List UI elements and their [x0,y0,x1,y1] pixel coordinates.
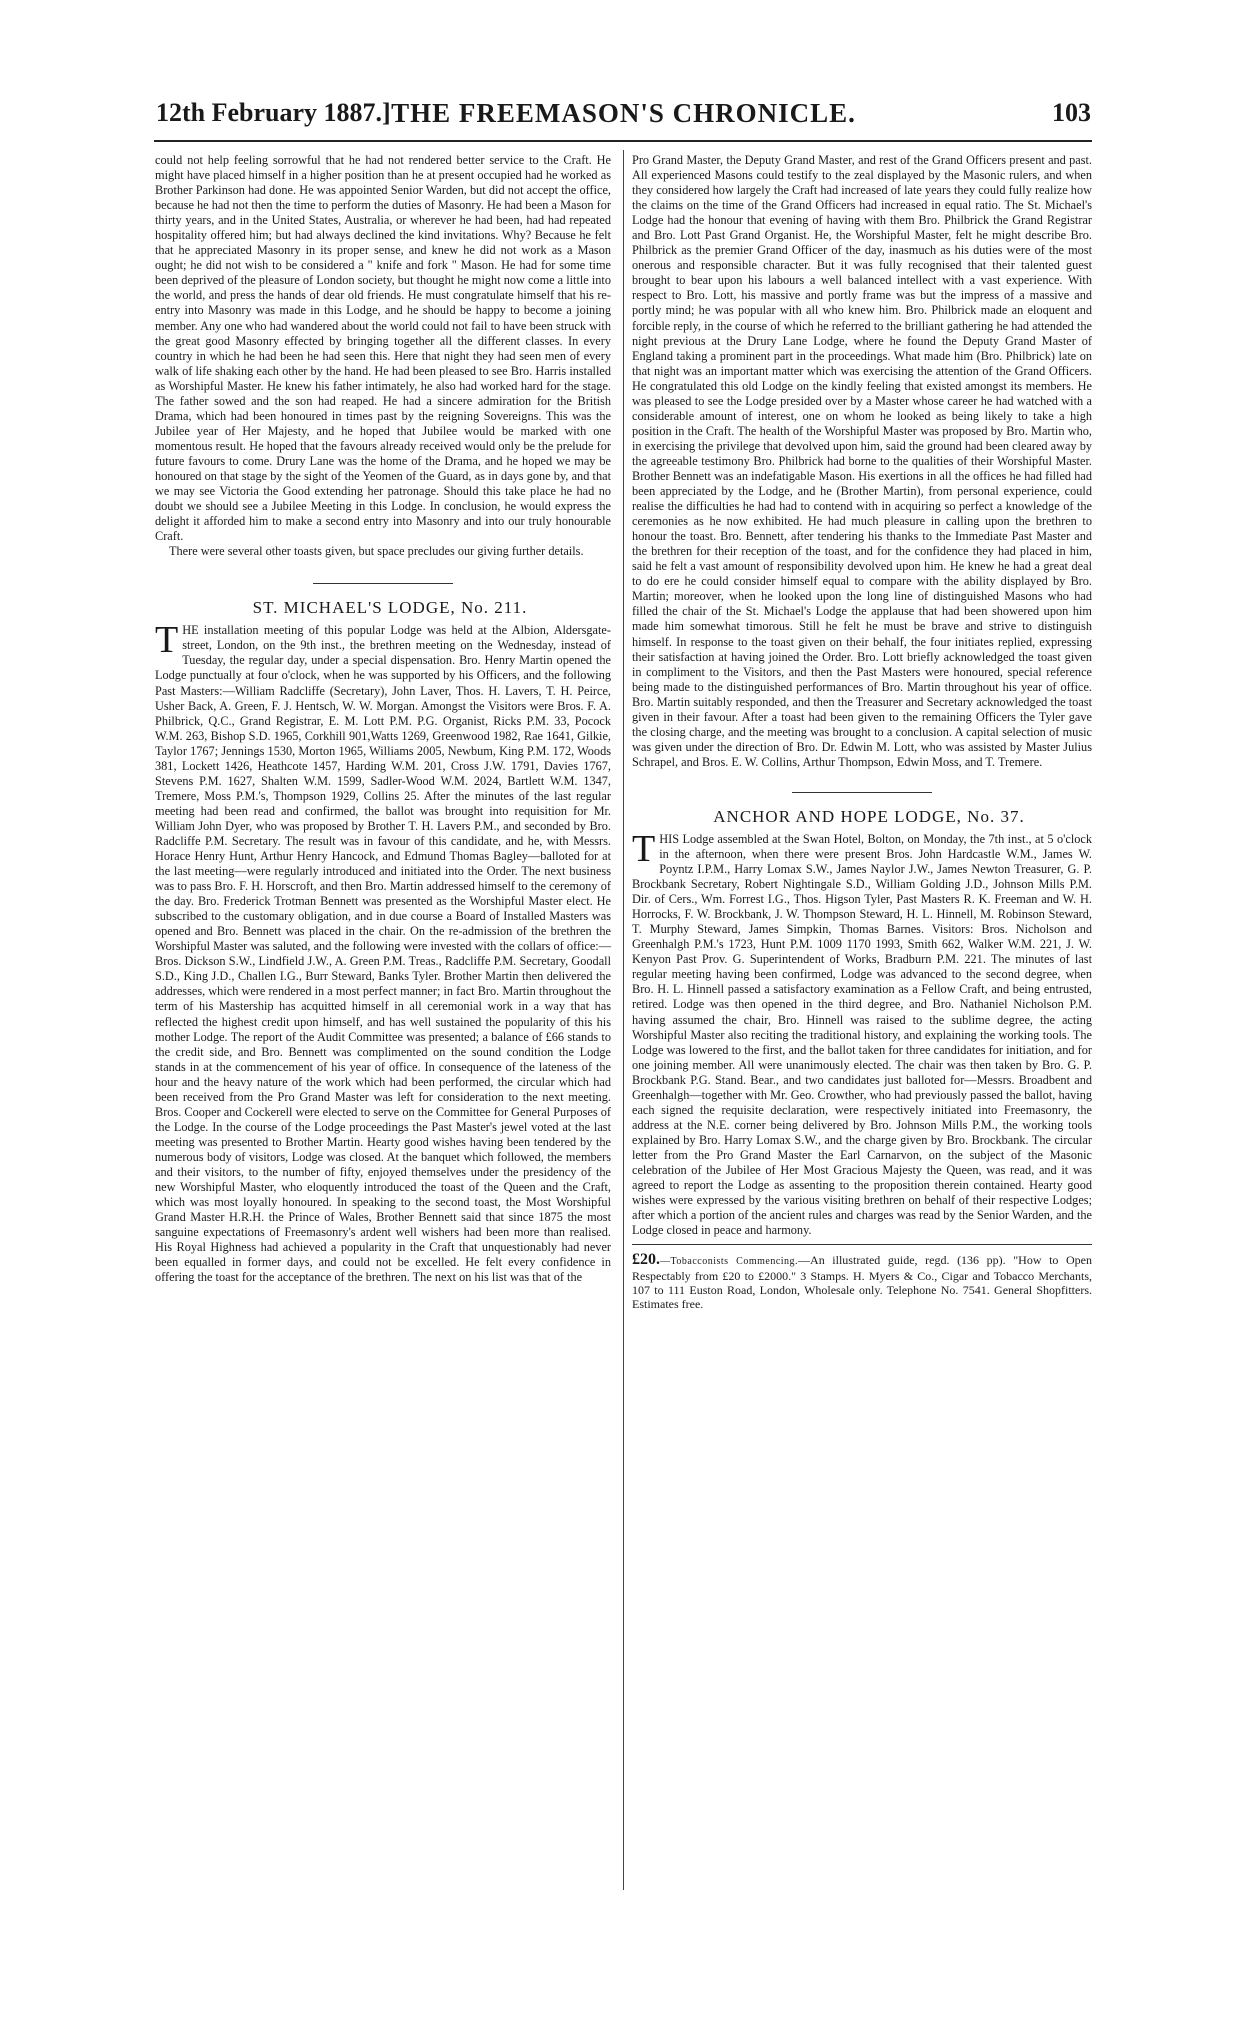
ad-price: £20. [632,1251,660,1269]
drop-cap: T [155,619,179,662]
publication-title: THE FREEMASON'S CHRONICLE. [391,98,856,128]
header-rule [154,140,1092,142]
st-michaels-lodge-heading: ST. MICHAEL'S LODGE, No. 211. [252,598,528,618]
column-divider [623,150,624,1890]
anchor-and-hope-lodge-body: HIS Lodge assembled at the Swan Hotel, Bolton, on Monday, the 7th inst., at 5 o'clock in the afternoon, when there were present Bros. John Hardcastle W.M., James W. Poyntz I.P.M., Harry Lomax S.W., James Naylor J.W., James Newton Treasurer, G. P. Brockbank Secretary, Robert Nightingale S.D., William Golding J.D., Johnson Mills P.M. Dir. of Cers., Wm. Forrest I.G., Thos. Higson Tyler, Past Masters R. K. Freeman and W. H. Horrocks, F. W. Brockbank, J. W. Thompson Steward, H. L. Hinnell, M. Robinson Steward, T. Murphy Steward, James Simpkin, Thomas Barnes. Visitors: Bros. Nicholson and Greenhalgh P.M.'s 1723, Hunt P.M. 1009 1170 1993, Smith 662, Walker W.M. 221, J. W. Kenyon Past Prov. G. Superintendent of Works, Bradburn P.M. 221. The minutes of last regular meeting having been confirmed, Lodge was advanced to the second degree, when Bro. H. L. Hinnell passed a satisfactory examination as a Fellow Craft, and being entrusted, retired. Lodge was then opened in the third degree, and Bro. Nathaniel Nicholson P.M. having assumed the chair, Bro. Hinnell was raised to the sublime degree, the acting Worshipful Master also reciting the traditional history, and explaining the working tools. The Lodge was lowered to the first, and the ballot taken for three candidates for initiation, and for one joining member. All were unanimously elected. The chair was then taken by Bro. G. P. Brockbank P.G. Stand. Bear., and two candidates just balloted for—Messrs. Broadbent and Greenhalgh—together with Mr. Geo. Crowther, who had previously passed the ballot, having each signed the requisite declaration, were respectively initiated into Freemasonry, the address at the N.E. corner being delivered by Bro. Johnson Mills P.M., the working tools explained by Bro. Harry Lomax S.W., and the charge given by Bro. Brockbank. The circular letter from the Pro Grand Master the Earl Carnarvon, on the subject of the Masonic celebration of the Jubilee of Her Most Gracious Majesty the Queen, was read, and it was agreed to report the Lodge as assenting to the proposition therein contained. Hearty good wishes were expressed by the various visiting brethren on behalf of their respective Lodges; after which a portion of the ancient rules and charges was read by the Senior Warden, and the Lodge closed in peace and harmony. [632,831,1092,1238]
issue-date: 12th February 1887.] [156,98,391,127]
ad-body: —An illustrated guide, regd. (136 pp). "How to Open Respectably from £20 to £2000." 3 Stamps. H. Myers & Co., Cigar and Tobacco Merchants, 107 to 111 Euston Road, London, Wholesale only. Telephone No. 7541. General Shopfitters. Estimates free. [632,1253,1092,1312]
continued-paragraph: could not help feeling sorrowful that he had not rendered better service to the Craft. He might have placed himself in a higher position than he at present occupied had he worked as Brother Parkinson had done. He was appointed Senior Warden, but did not accept the office, because he had not then the time to perform the duties of Masonry. He had been a Mason for thirty years, and in the United States, Australia, or wherever he had been, had had repeated hospitality offered him; but had always declined the kind invitations. Why? Because he felt that he appreciated Masonry in its proper sense, and knew he did not work as a Mason ought; he did not wish to be considered a " knife and fork " Mason. He had for some time been deprived of the pleasure of London society, but thought he might now come a little into the world, and press the hands of dear old friends. He must congratulate himself that his re-entry into Masonry was made in this Lodge, and he should be happy to become a joining member. Any one who had wandered about the world could not fail to have been struck with the great good Masonry effected by bringing together all the different classes. In every country in which he had been he had seen this. Here that night they had seen men of every walk of life shaking each other by the hand. He had been pleased to see Bro. Harris installed as Worshipful Master. He knew his father intimately, he also had worked hard for the stage. The father sowed and the son had reaped. He had a sincere admiration for the British Drama, which had been honoured in times past by the reigning Sovereigns. This was the Jubilee year of Her Majesty, and he hoped that Jubilee would be marked with one momentous result. He hoped that the favours already received would only be the prelude for future favours to come. Drury Lane was the home of the Drama, and he hoped we may be honoured on that stage by the sight of the Yeomen of the Guard, as in days gone by, and that we may see Victoria the Good extending her patronage. Should this take place he had no doubt we should see a Jubilee Meeting in this Lodge. In conclusion, he would express the delight it afforded him to make a second entry into Masonry and into our truly honourable Craft. [155,153,611,544]
st-michaels-lodge-report [155,619,611,1285]
masthead [156,98,1091,128]
anchor-and-hope-lodge-heading: ANCHOR AND HOPE LODGE, No. 37. [713,806,1025,826]
tobacconist-advertisement [632,1253,1092,1311]
anchor-and-hope-lodge-report [632,827,1092,1238]
drop-cap: T [632,827,656,870]
st-michaels-lodge-body: HE installation meeting of this popular Lodge was held at the Albion, Aldersgate-street, London, on the 9th inst., the brethren meeting on the Wednesday, instead of Tuesday, the regular day, under a special dispensation. Bro. Henry Martin opened the Lodge punctually at four o'clock, when he was supported by his Officers, and the following Past Masters:—William Radcliffe (Secretary), John Laver, Thos. H. Lavers, T. H. Peirce, Usher Back, A. Green, F. J. Hentsch, W. W. Morgan. Amongst the Visitors were Bros. F. A. Philbrick, Q.C., Grand Registrar, E. M. Lott P.M. P.G. Organist, Ricks P.M. 33, Pocock W.M. 263, Bishop S.D. 1965, Corkhill 901,Watts 1269, Greenwood 1982, Rae 1641, Gilkie, Taylor 1767; Jennings 1530, Morton 1965, Williams 2005, Newbum, King P.M. 172, Woods 381, Lockett 1426, Heathcote 1457, Harding W.M. 201, Cross J.W. 1791, Davies 1767, Stevens P.M. 1627, Shalten W.M. 1599, Sadler-Wood W.M. 2024, Bartlett W.M. 1347, Tremere, Moss P.M.'s, Thompson 1929, Collins 25. After the minutes of the last regular meeting had been read and confirmed, the ballot was brought into requisition for Mr. William John Dyer, who was proposed by Brother T. H. Lavers P.M., and seconded by Bro. Radcliffe P.M. Secretary. The result was in favour of this candidate, and he, with Messrs. Horace Henry Hunt, Arthur Henry Hancock, and Edmund Thomas Bagley—balloted for at the last meeting—were regularly introduced and initiated into the Order. The next business was to pass Bro. F. H. Horscroft, and then Bro. Martin addressed himself to the ceremony of the day. Bro. Frederick Trotman Bennett was presented as the Worshipful Master elect. He subscribed to the customary obligation, and in due course a Board of Installed Masters was opened and Bro. Bennett was placed in the chair. On the re-admission of the brethren the Worshipful Master was saluted, and the following were invested with the collars of office:— Bros. Dickson S.W., Lindfield J.W., A. Green P.M. Treas., Radcliffe P.M. Secretary, Goodall S.D., King J.D., Challen I.G., Burr Steward, Banks Tyler. Brother Martin then delivered the addresses, which were rendered in a most perfect manner; in fact Bro. Martin throughout the term of his Mastership has acquitted himself in all ceremonial work in a way that has reflected the highest credit upon himself, and has well sustained the popularity of this his mother Lodge. The report of the Audit Committee was presented; a balance of £66 stands to the credit side, and Bro. Bennett was complimented on the sound condition the Lodge stands in at the commencement of his year of office. In consequence of the lateness of the hour and the heavy nature of the work which had been performed, the circular which had been received from the Pro Grand Master was left for consideration to the next meeting. Bros. Cooper and Cockerell were elected to serve on the Committee for General Purposes of the Lodge. In the course of the Lodge proceedings the Past Master's jewel voted at the last meeting was presented to Brother Martin. Hearty good wishes having been tendered by the numerous body of visitors, Lodge was closed. At the banquet which followed, the members and their visitors, to the number of fifty, enjoyed themselves under the presidency of the new Worshipful Master, who eloquently introduced the toast of the Queen and the Craft, which was most loyally honoured. In speaking to the second toast, the Most Worshipful Grand Master H.R.H. the Prince of Wales, Brother Bennett said that since 1875 the most sanguine expectations of Freemasonry's ardent well wishers had been more than realised. His Royal Highness had achieved a popularity in the Craft that unquestionably had never been equalled in former days, and could not be excelled. He felt every confidence in offering the toast for the acceptance of the brethren. The next on his list was that of the [155,623,611,1285]
closing-paragraph: There were several other toasts given, but space precludes our giving further details. [169,544,584,559]
ad-title: —Tobacconists Commencing. [660,1256,799,1268]
advertisement-rule [632,1244,1092,1245]
left-column [155,153,611,1285]
page-number: 103 [1052,98,1091,127]
right-column [632,153,1092,1311]
continued-paragraph-right: Pro Grand Master, the Deputy Grand Master, and rest of the Grand Officers present and past. All experienced Masons could testify to the zeal displayed by the Masonic rulers, and when they considered how largely the Craft had increased of late years they could fully realize how the claims on the time of the Grand Officers had increased in equal ratio. The St. Michael's Lodge had the honour that evening of having with them Bro. Philbrick the Grand Registrar and Bro. Lott Past Grand Organist. He, the Worshipful Master, felt he might describe Bro. Philbrick as the premier Grand Officer of the day, inasmuch as his duties were of the most onerous and responsible character. But it was fully recognised that their talented guest brought to bear upon his labours a well balanced intellect with a vast experience. With respect to Bro. Lott, his massive and portly frame was but the impress of a massive and portly mind; he was popular with all who knew him. Bro. Philbrick made an eloquent and forcible reply, in the course of which he referred to the brilliant gathering he had attended the night previous at the Drury Lane Lodge, where he found the Deputy Grand Master of England taking a prominent part in the proceedings. What made him (Bro. Philbrick) late on that night was an important matter which was exercising the attention of the Grand Officers. He congratulated this old Lodge on the kindly feeling that existed amongst its members. He was pleased to see the Lodge presided over by a Master whose career he had watched with a considerable amount of interest, one on whom he looked as being likely to take a high position in the Craft. The health of the Worshipful Master was proposed by Bro. Martin who, in exercising the privilege that devolved upon him, said the ground had been cleared away by the agreeable testimony Bro. Philbrick had borne to the qualities of their Worshipful Master. Brother Bennett was an indefatigable Mason. His exertions in all the offices he had filled had been appreciated by the Lodge, and he (Brother Martin), from personal experience, could realise the difficulties he had had to contend with in acquiring so perfect a knowledge of the ceremonies as he now exhibited. He had much pleasure in calling upon the brethren to honour the toast. Bro. Bennett, after tendering his thanks to the Immediate Past Master and the brethren for their reception of the toast, and for the confidence they had placed in him, said he felt a vast amount of responsibility devolved upon him. He knew he had a great deal to do ere he could consider himself equal to compare with the ability displayed by Bro. Martin; moreover, when he looked upon the long line of distinguished Masons who had filled the chair of the St. Michael's Lodge the applause that had been showered upon him made him somewhat timorous. Still he felt he must be brave and strive to distinguish himself. In response to the toast given on their behalf, the four initiates replied, expressing their satisfaction at having joined the Order. Bro. Lott briefly acknowledged the toast given in compliment to the Visitors, and then the Past Masters were honoured, special reference being made to the distinguished performances of Bro. Martin throughout his year of office. Bro. Martin suitably responded, and then the Treasurer and Secretary acknowledged the toast given in their favour. After a toast had been given to the remaining Officers the Tyler gave the closing charge, and the meeting was brought to a conclusion. A capital selection of music was given under the direction of Bro. Dr. Edwin M. Lott, who was assisted by Master Julius Schrapel, and Bros. E. W. Collins, Arthur Thompson, Edwin Moss, and T. Tremere. [632,153,1092,769]
